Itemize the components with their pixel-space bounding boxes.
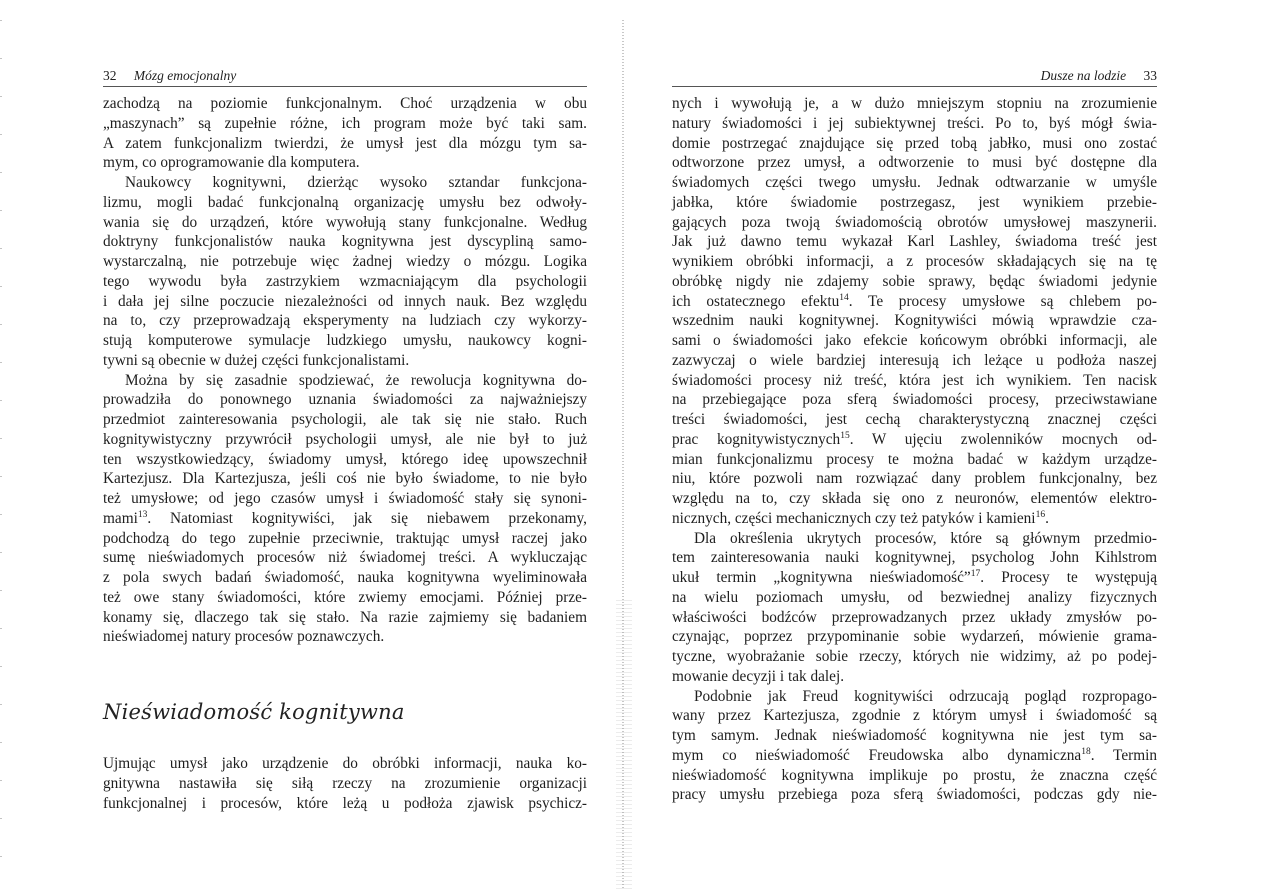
text-line: Można by się zasadnie spodziewać, że rewolucja kognitywna do- [125, 371, 587, 389]
paragraph [103, 94, 587, 173]
text-line: gnitywna nastawiła się siłą rzeczy na zrozumienie organizacji [103, 774, 587, 792]
text-line: mowanie decyzji i tak dalej. [672, 667, 845, 685]
text-line: pracy umysłu przebiega poza sferą świadomości, podczas gdy nie- [672, 786, 1157, 804]
text-line: funkcjonalnej i procesów, które leżą u podłoża zjawisk psychicz- [103, 794, 587, 812]
text-line: treści świadomości, jest cechą charakterystyczną znacznej części [672, 411, 1157, 428]
text-line: mym co nieświadomość Freudowska albo dynamiczna$^{18}$. Termin [672, 746, 1158, 764]
text-line: też umysłowe; od jego czasów umysł i świadomość stały się synoni- [103, 490, 587, 507]
text-line: zazwyczaj o wiele bardziej interesują ich leżące u podłoża naszej [672, 351, 1157, 369]
text-line: niu, które pozwoli nam rozwiązać dany problem funkcjonalny, bez [672, 470, 1157, 488]
text-line: wystarczalną, nie potrzebuje więc żadnej wiedzy o mózgu. Logika [103, 253, 587, 270]
paragraph [103, 371, 587, 648]
page-number: 33 [1143, 68, 1157, 83]
text-line: A zatem funkcjonalizm twierdzi, że umysł jest dla mózgu tym sa- [103, 134, 587, 152]
text-line: zachodzą na poziomie funkcjonalnym. Choć urządzenia w obu [103, 95, 587, 112]
text-line: wszednim nauki kognitywnej. Kognitywiści mówią wprawdzie cza- [672, 312, 1157, 330]
text-line: ten wszystkowiedzący, świadomy umysł, którego ideę upowszechnił [103, 450, 587, 468]
text-line: obróbkę nigdy nie zdajemy sobie sprawy, będąc świadomi jedynie [672, 272, 1157, 290]
footnote-ref[interactable]: 18 [1081, 746, 1091, 757]
footnote-ref[interactable]: 16 [1035, 509, 1046, 520]
text-line: doktryny funkcjonalistów nauka kognitywna jest dyscypliną samo- [103, 233, 587, 251]
text-line: świadomych części twego umysłu. Jednak odtwarzanie w umyśle [672, 174, 1157, 191]
text-line: „maszynach” są zupełnie różne, ich program może być taki sam. [103, 114, 587, 132]
running-head-right [672, 66, 1157, 87]
text-line: nieświadomość kognitywna implikuje po prostu, że znaczna część [672, 766, 1157, 784]
text-line: też owe stany świadomości, które zwiemy emocjami. Później prze- [103, 588, 587, 606]
text-line: natury świadomości i jej subiektywnej treści. Po to, byś mógł świa- [672, 114, 1157, 132]
text-line: czynając, poprzez przypominanie sobie wydarzeń, mówienie grama- [672, 628, 1157, 646]
footnote-ref[interactable]: 13 [137, 509, 148, 520]
text-line: stują komputerowe symulacje ludzkiego umysłu, naukowcy kogni- [103, 332, 587, 349]
text-line: lizmu, mogli badać funkcjonalną organizację umysłu bez odwoły- [103, 193, 587, 211]
text-line: na wielu poziomach umysłu, od bezwiednej analizy fizycznych [672, 588, 1157, 606]
right-body-text [672, 94, 1157, 805]
text-line: prac kognitywistycznych$^{15}$. W ujęciu zwolenników mocnych od- [672, 430, 1157, 448]
text-line: tem zainteresowania nauki kognitywnej, psycholog John Kihlstrom [672, 549, 1157, 567]
running-head-left [103, 66, 587, 87]
text-line: i dała jej silne poczucie niezależności od innych nauk. Bez względu [103, 292, 587, 310]
gutter-scan-noise [616, 600, 632, 890]
text-line: nych i wywołują je, a w dużo mniejszym stopniu na zrozumienie [672, 95, 1157, 112]
text-line: nicznych, części mechanicznych czy też patyków i kamieni$^{16}$. [672, 509, 1049, 527]
text-line: mami$^{13}$. Natomiast kognitywiści, jak się niebawem przekonamy, [103, 509, 587, 527]
text-line: Dla określenia ukrytych procesów, które są głównym przedmio- [694, 529, 1157, 547]
paragraph [103, 754, 587, 813]
text-line: wania się do urządzeń, które wywołują stany funkcjonalne. Według [103, 213, 587, 231]
text-line: przedmiot zainteresowania psychologii, ale tak się nie stało. Ruch [103, 411, 587, 428]
text-line: tym samym. Jednak nieświadomość kognitywna nie jest tym sa- [672, 727, 1157, 744]
text-line: tywni są obecnie w dużej części funkcjonalistami. [103, 351, 410, 369]
footnote-ref[interactable]: 15 [840, 430, 850, 441]
text-line: z pola swych badań świadomość, nauka kognitywna wyeliminowała [103, 569, 587, 586]
footnote-ref[interactable]: 14 [839, 292, 849, 303]
text-line: jabłka, które świadomie postrzegasz, jest wynikiem przebie- [672, 193, 1157, 211]
text-line: względu na to, czy składa się ono z neuronów, elementów elektro- [672, 490, 1157, 507]
text-line: Ujmując umysł jako urządzenie do obróbki informacji, nauka ko- [103, 755, 587, 772]
text-line: Podobnie jak Freud kognitywiści odrzucają pogląd rozpropago- [694, 687, 1157, 705]
text-line: świadomości procesy niż treść, która jest ich wynikiem. Ten nacisk [672, 371, 1157, 389]
paragraph [672, 529, 1157, 687]
paragraph [103, 173, 587, 371]
text-line: tego wywodu była zastrzykiem wzmacniającym dla psychologii [103, 272, 587, 290]
paragraph [672, 94, 1157, 529]
text-line: mym, co oprogramowanie dla komputera. [103, 154, 360, 172]
text-line: Naukowcy kognitywni, dzierżąc wysoko sztandar funkcjona- [125, 174, 587, 191]
text-line: mian funkcjonalizmu procesy te można badać w każdym urządze- [672, 450, 1157, 468]
text-line: tyczne, wyobrażanie sobie rzeczy, których nie widzimy, aż po podej- [672, 648, 1157, 665]
text-line: sami o świadomości jako efekcie końcowym obróbki informacji, ale [672, 332, 1157, 349]
footnote-ref[interactable]: 17 [970, 569, 981, 579]
text-line: Kartezjusz. Dla Kartezjusza, jeśli coś nie było świadome, to nie było [103, 470, 587, 488]
paragraph [672, 687, 1157, 806]
text-line: na to, czy przeprowadzają eksperymenty na ludziach czy wykorzy- [103, 312, 587, 330]
running-title: Mózg emocjonalny [133, 68, 237, 83]
running-title: Dusze na lodzie [1040, 68, 1127, 83]
text-line: kognitywistyczny przywrócił psychologii umysł, ale nie był to już [103, 430, 587, 448]
text-line: wynikiem obróbki informacji, a z procesów składających się na tę [672, 253, 1157, 270]
scan-edge-marks [0, 20, 2, 880]
page-number: 32 [103, 68, 117, 83]
left-body-text [103, 94, 587, 647]
text-line: na przebiegające poza sferą świadomości procesy, przeciwstawiane [672, 391, 1157, 409]
section-heading: Nieświadomość kognitywna [103, 700, 405, 724]
text-line: domie postrzegać znajdujące się przed tobą jabłko, musi ono zostać [672, 134, 1157, 152]
text-line: prowadziła do ponownego uznania świadomości za najważniejszy [103, 391, 587, 409]
text-line: odtworzone przez umysł, a odtworzenie to musi być dostępne dla [672, 154, 1157, 172]
text-line: ich ostatecznego efektu$^{14}$. Te procesy umysłowe są chlebem po- [672, 292, 1157, 310]
section-body-text [103, 754, 587, 813]
text-line: ukuł termin „kognitywna nieświadomość”$^{17}$. Procesy te występują [672, 569, 1158, 586]
text-line: właściwości bodźców przeprowadzanych przez układy zmysłów po- [672, 608, 1157, 626]
text-line: podchodzą do tego zupełnie przeciwnie, traktując umysł raczej jako [103, 529, 587, 547]
text-line: Jak już dawno temu wykazał Karl Lashley, świadoma treść jest [672, 233, 1157, 251]
text-line: nieświadomej natury procesów poznawczych. [103, 628, 385, 646]
text-line: wany przez Kartezjusza, zgodnie z którym umysł i świadomość są [672, 707, 1157, 725]
text-line: konamy się, dlaczego tak się stało. Na razie zajmiemy się badaniem [103, 608, 587, 626]
text-line: sumę nieświadomych procesów niż świadomej treści. A wykluczając [103, 549, 587, 567]
text-line: gających poza twoją świadomością obrotów umysłowej maszynerii. [672, 213, 1157, 231]
